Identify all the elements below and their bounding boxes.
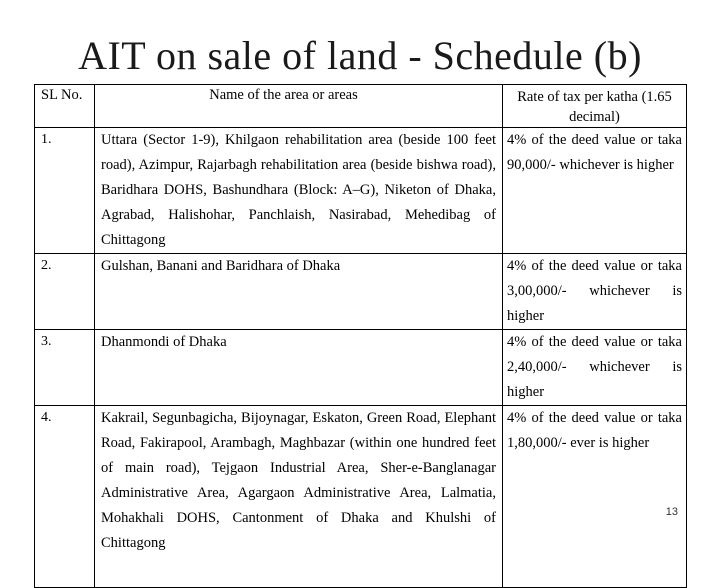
row-area-cell (95, 254, 503, 330)
header-area-name: Name of the area or areas (95, 85, 503, 128)
table-row (35, 128, 687, 254)
row-area-cell (95, 406, 503, 588)
row-rate: 4% of the deed value or taka 3,00,000/- whichever is higher (507, 258, 682, 324)
row-rate-cell (503, 254, 687, 330)
row-area: Kakrail, Segunbagicha, Bijoynagar, Eskaton, Green Road, Elephant Road, Fakirapool, Arambagh, Maghbazar (within one hundred feet of main road), Tejgaon Industrial Area, Sher-e-Banglanagar Administrative Area, Agargaon Administrative Area, Lalmatia, Mohakhali DOHS, Cantonment of Dhaka and Khulshi of Chittagong (101, 410, 496, 551)
row-rate-cell (503, 330, 687, 406)
table-header-row (35, 85, 687, 128)
row-rate: 4% of the deed value or taka 1,80,000/- ever is higher (507, 410, 682, 451)
row-sl: 4. (35, 406, 95, 588)
table-row (35, 254, 687, 330)
slide-title: AIT on sale of land - Schedule (b) (78, 33, 642, 78)
row-sl: 2. (35, 254, 95, 330)
row-area: Uttara (Sector 1-9), Khilgaon rehabilitation area (beside 100 feet road), Azimpur, Rajarbagh rehabilitation area (beside bishwa road), Baridhara DOHS, Bashundhara (Block: A–G), Niketon of Dhaka, Agrabad, Halishohar, Panchlaish, Nasirabad, Mehedibag of Chittagong (101, 132, 496, 248)
row-area-cell (95, 128, 503, 254)
schedule-table (34, 84, 687, 588)
row-area-cell (95, 330, 503, 406)
row-sl: 1. (35, 128, 95, 254)
row-rate-cell (503, 406, 687, 588)
page-number: 13 (665, 506, 678, 518)
row-sl: 3. (35, 330, 95, 406)
header-sl-no: SL No. (35, 85, 95, 128)
table-row (35, 330, 687, 406)
row-area: Gulshan, Banani and Baridhara of Dhaka (101, 258, 341, 274)
row-rate: 4% of the deed value or taka 90,000/- whichever is higher (507, 132, 682, 173)
row-area: Dhanmondi of Dhaka (101, 334, 227, 350)
row-rate-cell (503, 128, 687, 254)
table-row (35, 406, 687, 588)
header-rate: Rate of tax per katha (1.65 decimal) (503, 85, 687, 128)
row-rate: 4% of the deed value or taka 2,40,000/- whichever is higher (507, 334, 682, 400)
